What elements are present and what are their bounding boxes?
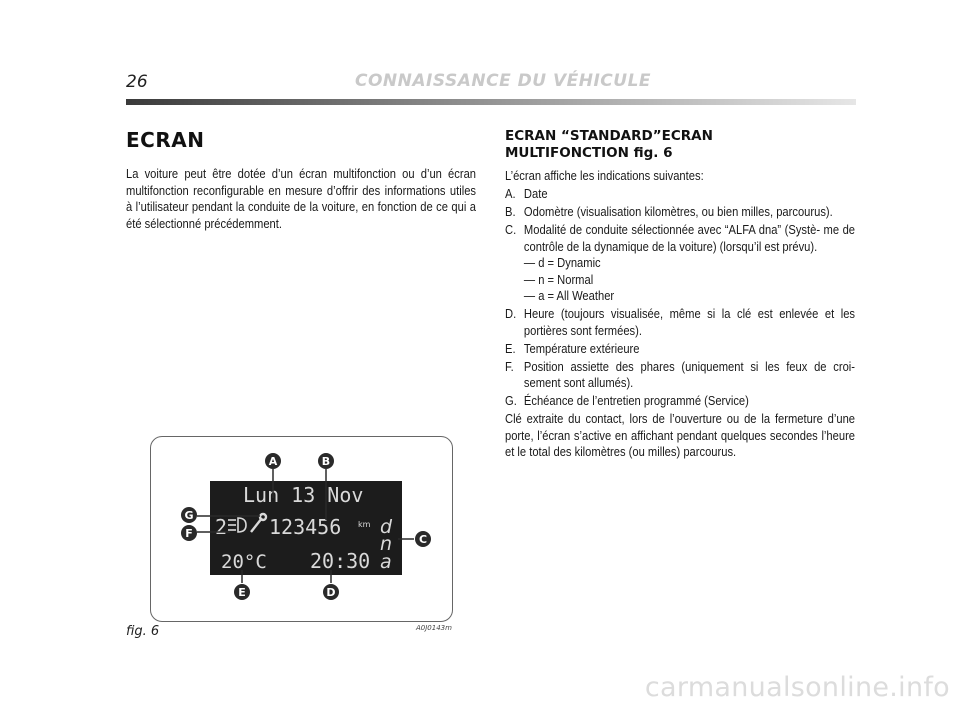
callout-b	[318, 453, 334, 469]
mode-dynamic: — d = Dynamic	[523, 255, 601, 270]
callout-b-label: B	[321, 455, 331, 468]
page-number: 26	[126, 72, 148, 92]
mode-normal: — n = Normal	[523, 271, 594, 287]
item-body	[524, 222, 855, 305]
item-letter: F.	[505, 358, 514, 374]
list-item	[505, 359, 855, 392]
callout-d	[323, 584, 339, 600]
lcd-odometer: 123456	[269, 515, 342, 539]
list-item	[505, 393, 855, 410]
header-rule	[126, 99, 856, 105]
item-text: Date	[523, 186, 548, 201]
item-text: Échéance de l’entretien programmé (Service)	[523, 393, 749, 408]
lcd-time: 20:30	[310, 549, 371, 573]
lcd-headlight-level: 2	[215, 515, 228, 539]
item-letter: D.	[505, 306, 517, 321]
item-letter: A.	[505, 186, 516, 201]
item-text: Heure (toujours visualisée, même si la clé est enlevée et les portières sont fermées).	[523, 306, 856, 338]
item-letter: B.	[505, 204, 516, 219]
item-text: Température extérieure	[523, 340, 640, 356]
left-column	[126, 128, 476, 232]
item-letter: E.	[505, 340, 516, 356]
closing-paragraph: Clé extraite du contact, lors de l’ouverture ou de la fermeture d’une porte, l’écran s’active en affichant pendant quelques secondes l’heure et le total des kilomètres (ou milles) parcourus.	[505, 411, 856, 459]
section-title: ECRAN	[126, 128, 205, 152]
callout-c	[415, 531, 431, 547]
figure-code: A0J0143m	[416, 624, 452, 632]
callout-a	[265, 453, 281, 469]
mode-all-weather: — a = All Weather	[523, 288, 615, 303]
right-column	[505, 128, 855, 461]
lcd-temperature: 20°C	[221, 551, 267, 573]
item-letter: G.	[505, 393, 517, 408]
list-intro: L’écran affiche les indications suivantes:	[505, 168, 704, 183]
lcd-unit: km	[358, 520, 371, 529]
callout-e-label: E	[238, 586, 246, 599]
item-text: Modalité de conduite sélectionnée avec “ALFA dna” (Systè- me de contrôle de la dynamique de la voiture) (lorsqu’il est prévu).	[523, 222, 856, 254]
subsection-title: ECRAN “STANDARD”ECRAN MULTIFONCTION fig. 6	[505, 128, 713, 161]
lcd-date: Lun 13 Nov	[243, 483, 364, 507]
lcd-display-figure	[150, 436, 453, 622]
lcd-mode-n: n	[380, 533, 393, 555]
indications-list	[505, 186, 855, 410]
lcd-mode-d: d	[380, 516, 393, 538]
lcd-mode-a: a	[380, 551, 392, 573]
watermark: carmanualsonline.info	[644, 672, 950, 703]
callout-g	[181, 507, 197, 523]
figure-caption: fig. 6	[126, 624, 160, 639]
callout-d-label: D	[326, 586, 336, 599]
item-text: Odomètre (visualisation kilomètres, ou bien milles, parcourus).	[523, 204, 833, 219]
callout-e	[234, 584, 250, 600]
intro-paragraph: La voiture peut être dotée d’un écran multifonction ou d’un écran multifonction reconfigurable en mesure d’offrir des informations utiles à l’utilisateur pendant la conduite de la voiture, en fonction de ce qui a été sélectionné précédemment.	[126, 166, 477, 231]
item-letter: C.	[505, 222, 517, 237]
section-header: CONNAISSANCE DU VÉHICULE	[355, 71, 652, 91]
callout-f-label: F	[185, 527, 193, 540]
item-text: Position assiette des phares (uniquement si les feux de croi- sement sont allumés).	[523, 358, 856, 390]
callout-c-label: C	[418, 533, 428, 546]
callout-f	[181, 525, 197, 541]
list-item	[505, 222, 855, 305]
list-item	[505, 306, 855, 339]
callout-a-label: A	[268, 455, 278, 468]
list-item	[505, 186, 855, 203]
list-item	[505, 204, 855, 221]
callout-g-label: G	[184, 509, 194, 522]
list-item	[505, 341, 855, 358]
